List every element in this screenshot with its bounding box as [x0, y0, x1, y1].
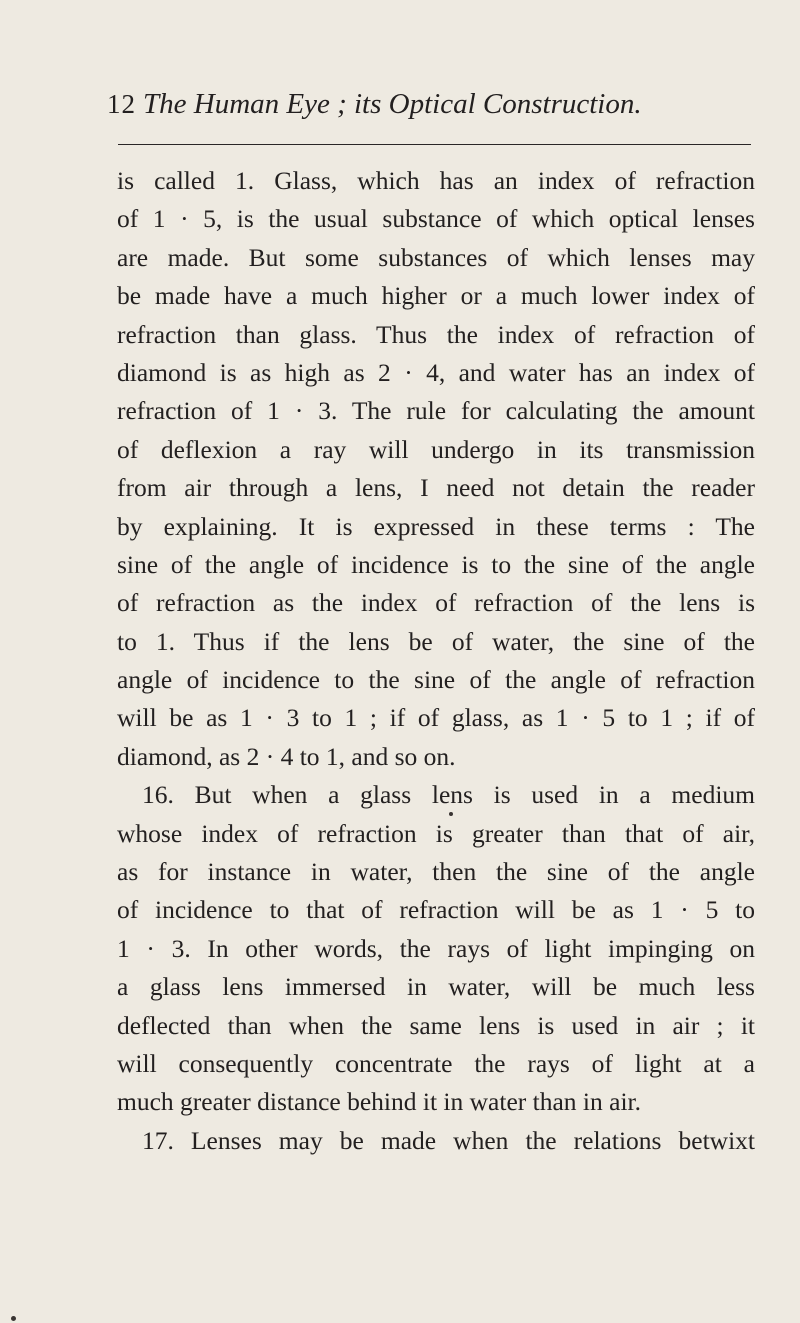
- text-line: deflected than when the same lens is used in air ; it: [117, 1010, 755, 1040]
- text-line: to 1. Thus if the lens be of water, the sine of the: [117, 626, 755, 656]
- text-line: of refraction as the index of refraction of the lens is: [117, 588, 755, 618]
- page-number: 12: [107, 89, 136, 119]
- text-line: sine of the angle of incidence is to the sine of the angle: [117, 549, 755, 579]
- header-rule: [118, 144, 751, 145]
- paragraph-start-line: 16. But when a glass lens is used in a medium: [142, 780, 755, 810]
- text-line: refraction of 1 · 3. The rule for calculating the amount: [117, 396, 755, 426]
- text-line: be made have a much higher or a much lower index of: [117, 281, 755, 311]
- text-line: is called 1. Glass, which has an index of refraction: [117, 166, 755, 195]
- text-line: of deflexion a ray will undergo in its transmission: [117, 434, 755, 464]
- text-line: of 1 · 5, is the usual substance of which optical lenses: [117, 204, 755, 234]
- text-line: a glass lens immersed in water, will be much less: [117, 972, 755, 1002]
- paragraph-start-line: 17. Lenses may be made when the relations betwixt: [142, 1125, 755, 1155]
- text-line: will be as 1 · 3 to 1 ; if of glass, as 1 · 5 to 1 ; if of: [117, 703, 755, 733]
- text-line: whose index of refraction is greater than that of air,: [117, 818, 755, 848]
- text-line: of incidence to that of refraction will be as 1 · 5 to: [117, 895, 755, 925]
- text-line: diamond is as high as 2 · 4, and water has an index of: [117, 357, 755, 387]
- text-line: much greater distance behind it in water than in air.: [117, 1087, 641, 1117]
- text-line: diamond, as 2 · 4 to 1, and so on.: [117, 741, 456, 771]
- print-speck: [449, 812, 453, 816]
- page-header: [107, 88, 757, 128]
- text-line: 1 · 3. In other words, the rays of light impinging on: [117, 933, 755, 963]
- text-line: will consequently concentrate the rays of light at a: [117, 1048, 755, 1078]
- text-line: from air through a lens, I need not detain the reader: [117, 473, 755, 503]
- text-line: as for instance in water, then the sine of the angle: [117, 857, 755, 887]
- running-title: The Human Eye ; its Optical Construction.: [143, 88, 642, 120]
- text-line: refraction than glass. Thus the index of refraction of: [117, 319, 755, 349]
- print-speck: [11, 1316, 16, 1321]
- text-line: are made. But some substances of which lenses may: [117, 242, 755, 272]
- text-line: angle of incidence to the sine of the angle of refraction: [117, 665, 755, 695]
- text-line: by explaining. It is expressed in these terms : The: [117, 511, 755, 541]
- body-text: [117, 162, 755, 1160]
